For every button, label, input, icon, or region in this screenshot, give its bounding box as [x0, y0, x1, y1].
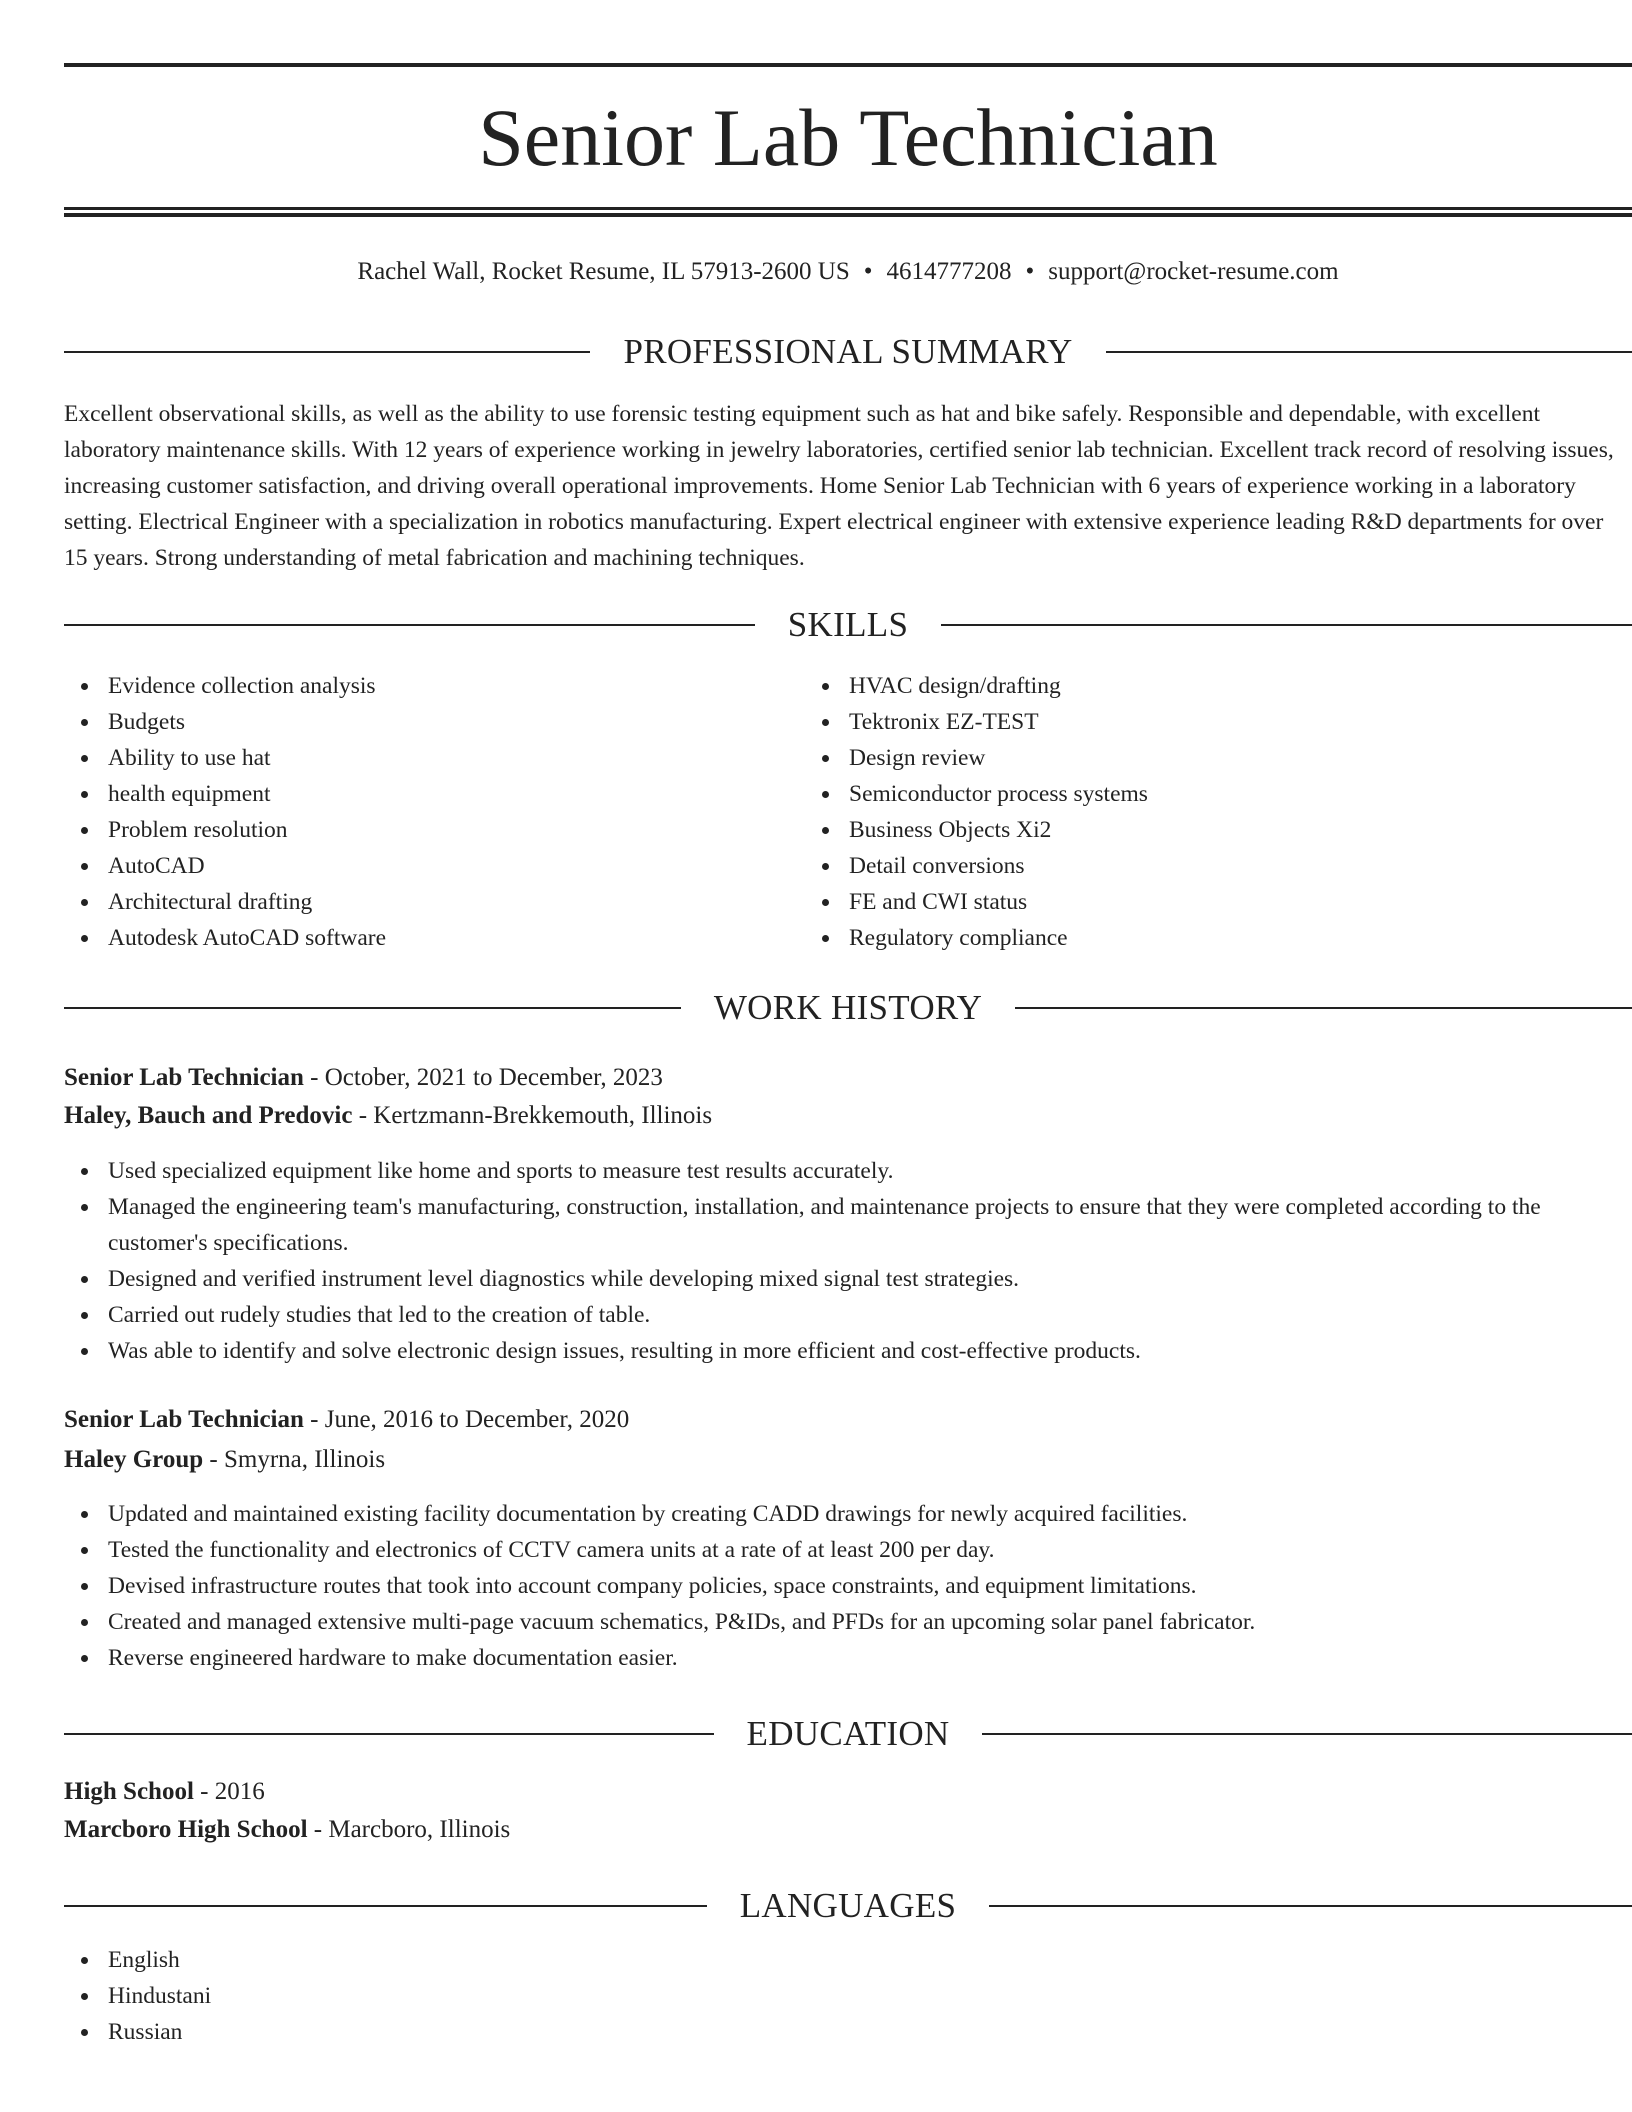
skill-item: Regulatory compliance — [849, 920, 1629, 956]
languages-heading — [64, 1884, 1632, 1928]
summary-heading — [64, 330, 1632, 374]
skill-item: Detail conversions — [849, 848, 1629, 884]
skill-item: Evidence collection analysis — [108, 668, 808, 704]
education-degree: High School — [64, 1778, 194, 1805]
section-title: LANGUAGES — [739, 1886, 957, 1925]
heading-rule-right — [1015, 1007, 1632, 1009]
job-company-line — [64, 1098, 1632, 1134]
skill-item: Architectural drafting — [108, 884, 808, 920]
language-item: English — [108, 1942, 808, 1978]
contact-email: support@rocket-resume.com — [1048, 258, 1339, 285]
language-item: Russian — [108, 2014, 808, 2050]
education-year: - 2016 — [193, 1778, 265, 1805]
skill-item: Design review — [849, 740, 1629, 776]
skill-item: Problem resolution — [108, 812, 808, 848]
contact-line — [64, 254, 1632, 290]
job-bullet: Tested the functionality and electronics of CCTV camera units at a rate of at least 200 per day. — [108, 1532, 1632, 1568]
job-title-line — [64, 1402, 1632, 1438]
language-item: Hindustani — [108, 1978, 808, 2014]
job-company: Haley Group — [64, 1446, 204, 1473]
job-title: Senior Lab Technician — [64, 1064, 304, 1091]
job-bullets — [64, 1153, 1632, 1369]
contact-phone: 4614777208 — [886, 258, 1012, 285]
education-school-line — [64, 1812, 1632, 1848]
skills-list-left — [64, 668, 808, 956]
job-bullets — [64, 1496, 1632, 1676]
job-bullet: Created and managed extensive multi-page vacuum schematics, P&IDs, and PFDs for an upcoming solar panel fabricator. — [108, 1604, 1632, 1640]
job-title: Senior Lab Technician — [64, 1406, 304, 1433]
languages-list — [64, 1942, 808, 2050]
education-school: Marcboro High School — [64, 1816, 308, 1843]
skill-item: Tektronix EZ-TEST — [849, 704, 1629, 740]
heading-rule-right — [982, 1733, 1632, 1735]
heading-rule-right — [1106, 351, 1632, 353]
work-heading — [64, 986, 1632, 1030]
skill-item: HVAC design/drafting — [849, 668, 1629, 704]
job-location: - Kertzmann-Brekkemouth, Illinois — [352, 1102, 713, 1129]
job-company-line — [64, 1442, 1632, 1478]
heading-rule-left — [64, 1905, 707, 1907]
job-company: Haley, Bauch and Predovic — [64, 1102, 353, 1129]
contact-separator: • — [863, 258, 873, 285]
skill-item: Autodesk AutoCAD software — [108, 920, 808, 956]
job-bullet: Was able to identify and solve electronic design issues, resulting in more efficient and cost-effective products. — [108, 1333, 1632, 1369]
skill-item: Business Objects Xi2 — [849, 812, 1629, 848]
heading-rule-left — [64, 1007, 681, 1009]
job-bullet: Updated and maintained existing facility documentation by creating CADD drawings for newly acquired facilities. — [108, 1496, 1632, 1532]
skill-item: Ability to use hat — [108, 740, 808, 776]
skill-item: Semiconductor process systems — [849, 776, 1629, 812]
job-bullet: Used specialized equipment like home and sports to measure test results accurately. — [108, 1153, 1632, 1189]
job-bullet: Carried out rudely studies that led to the creation of table. — [108, 1297, 1632, 1333]
job-dates: - June, 2016 to December, 2020 — [303, 1406, 630, 1433]
education-location: - Marcboro, Illinois — [307, 1816, 511, 1843]
education-degree-line — [64, 1774, 1632, 1810]
job-bullet: Devised infrastructure routes that took into account company policies, space constraints, and equipment limitations. — [108, 1568, 1632, 1604]
skill-item: FE and CWI status — [849, 884, 1629, 920]
skill-item: Budgets — [108, 704, 808, 740]
contact-separator: • — [1025, 258, 1035, 285]
section-title: SKILLS — [787, 605, 909, 644]
skills-heading — [64, 603, 1632, 647]
top-rule — [64, 63, 1632, 67]
resume-title: Senior Lab Technician — [478, 92, 1218, 183]
skill-item: AutoCAD — [108, 848, 808, 884]
job-bullet: Reverse engineered hardware to make documentation easier. — [108, 1640, 1632, 1676]
heading-rule-left — [64, 351, 590, 353]
heading-rule-right — [941, 624, 1632, 626]
education-heading — [64, 1712, 1632, 1756]
heading-rule-left — [64, 624, 755, 626]
section-title: PROFESSIONAL SUMMARY — [623, 332, 1073, 371]
job-bullet: Managed the engineering team's manufacturing, construction, installation, and maintenance projects to ensure that they were completed according to the customer's specifications. — [108, 1189, 1632, 1261]
heading-rule-left — [64, 1733, 714, 1735]
job-title-line — [64, 1060, 1632, 1096]
heading-rule-right — [989, 1905, 1632, 1907]
title-double-rule — [64, 207, 1632, 217]
skills-list-right — [805, 668, 1629, 956]
section-title: WORK HISTORY — [713, 988, 983, 1027]
job-location: - Smyrna, Illinois — [203, 1446, 386, 1473]
skill-item: health equipment — [108, 776, 808, 812]
summary-text: Excellent observational skills, as well as the ability to use forensic testing equipment such as hat and bike safely. Responsible and dependable, with excellent laboratory maintenance skills. With 12 years of experience working in jewelry laboratories, certified senior lab technician. Excellent track record of resolving issues, increasing customer satisfaction, and driving overall operational improvements. Home Senior Lab Technician with 6 years of experience working in a laboratory setting. Electrical Engineer with a specialization in robotics manufacturing. Expert electrical engineer with extensive experience leading R&D departments for over 15 years. Strong understanding of metal fabrication and machining techniques. — [64, 401, 1614, 571]
job-bullet: Designed and verified instrument level diagnostics while developing mixed signal test strategies. — [108, 1261, 1632, 1297]
contact-address: Rachel Wall, Rocket Resume, IL 57913-2600 US — [357, 258, 850, 285]
section-title: EDUCATION — [746, 1714, 950, 1753]
job-dates: - October, 2021 to December, 2023 — [303, 1064, 663, 1091]
